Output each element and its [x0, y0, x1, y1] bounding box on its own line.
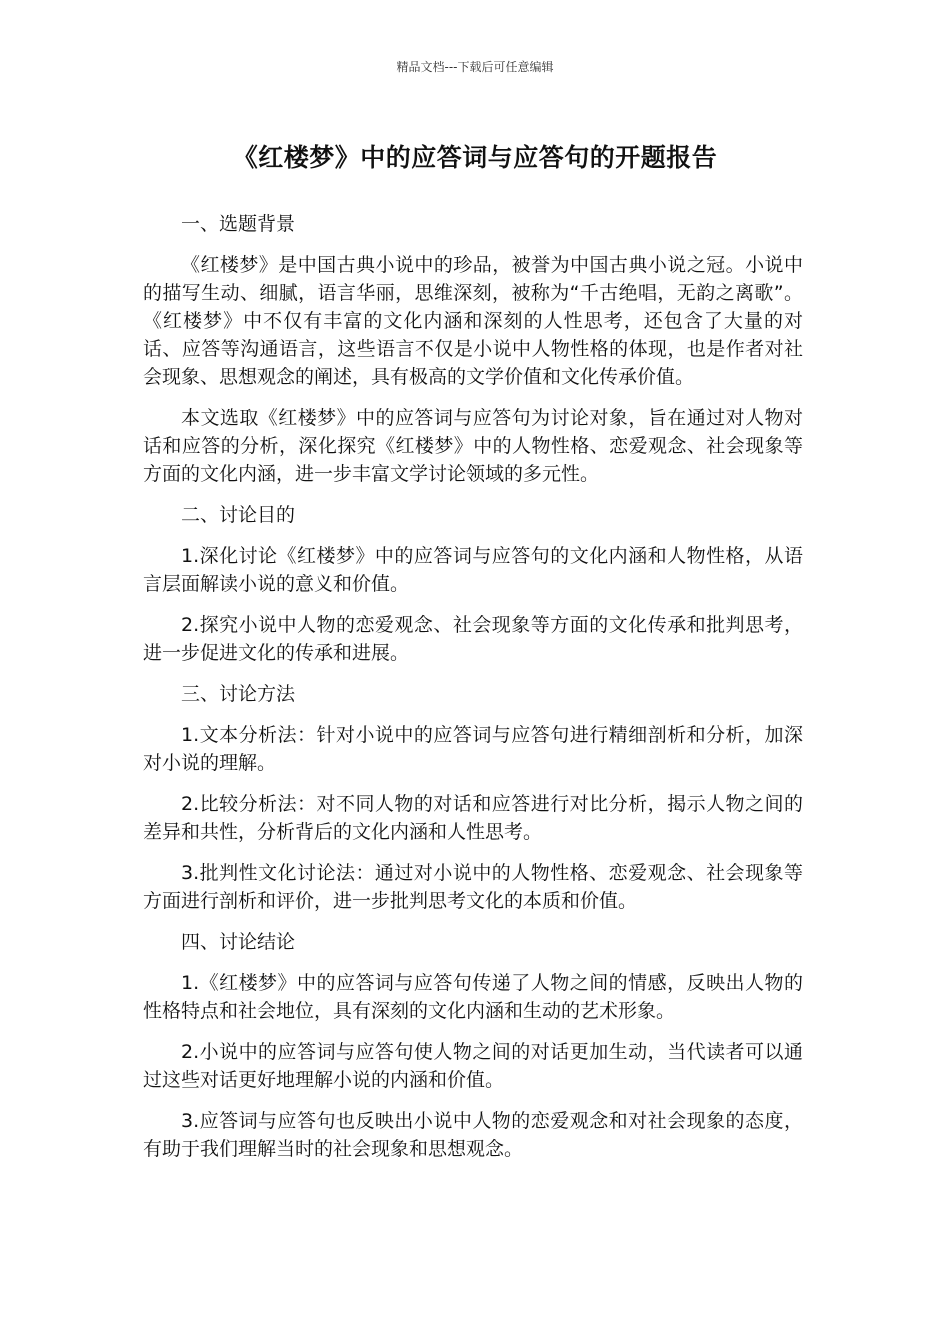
- section-heading-method: 三、讨论方法: [181, 683, 296, 705]
- paragraph: 1.深化讨论《红楼梦》中的应答词与应答句的文化内涵和人物性格，从语言层面解读小说的意义和价值。: [143, 545, 803, 595]
- paragraph: 3.应答词与应答句也反映出小说中人物的恋爱观念和对社会现象的态度，有助于我们理解当时的社会现象和思想观念。: [143, 1110, 803, 1160]
- paragraph: 3.批判性文化讨论法：通过对小说中的人物性格、恋爱观念、社会现象等方面进行剖析和评价，进一步批判思考文化的本质和价值。: [143, 862, 803, 912]
- paragraph: 1.《红楼梦》中的应答词与应答句传递了人物之间的情感，反映出人物的性格特点和社会地位，具有深刻的文化内涵和生动的艺术形象。: [143, 972, 803, 1022]
- paragraph: 1.文本分析法：针对小说中的应答词与应答句进行精细剖析和分析，加深对小说的理解。: [143, 724, 803, 774]
- document-title: 《红楼梦》中的应答词与应答句的开题报告: [232, 143, 718, 172]
- paragraph: 2.探究小说中人物的恋爱观念、社会现象等方面的文化传承和批判思考，进一步促进文化的传承和进展。: [143, 614, 803, 664]
- section-heading-purpose: 二、讨论目的: [181, 504, 296, 526]
- paragraph: 《红楼梦》是中国古典小说中的珍品，被誉为中国古典小说之冠。小说中的描写生动、细腻，语言华丽，思维深刻，被称为“千古绝唱，无韵之离歌”。《红楼梦》中不仅有丰富的文化内涵和深刻的人性思考，还包含了大量的对话、应答等沟通语言，这些语言不仅是小说中人物性格的体现，也是作者对社会现象、思想观念的阐述，具有极高的文学价值和文化传承价值。: [143, 254, 803, 388]
- paragraph: 2.比较分析法：对不同人物的对话和应答进行对比分析，揭示人物之间的差异和共性，分析背后的文化内涵和人性思考。: [143, 793, 803, 843]
- paragraph: 2.小说中的应答词与应答句使人物之间的对话更加生动，当代读者可以通过这些对话更好地理解小说的内涵和价值。: [143, 1041, 803, 1091]
- paragraph: 本文选取《红楼梦》中的应答词与应答句为讨论对象，旨在通过对人物对话和应答的分析，深化探究《红楼梦》中的人物性格、恋爱观念、社会现象等方面的文化内涵，进一步丰富文学讨论领域的多元性。: [143, 407, 803, 485]
- page-header: 精品文档---下载后可任意编辑: [396, 60, 554, 74]
- section-heading-background: 一、选题背景: [181, 213, 296, 235]
- section-heading-conclusion: 四、讨论结论: [181, 931, 296, 953]
- document-body: [143, 210, 803, 1176]
